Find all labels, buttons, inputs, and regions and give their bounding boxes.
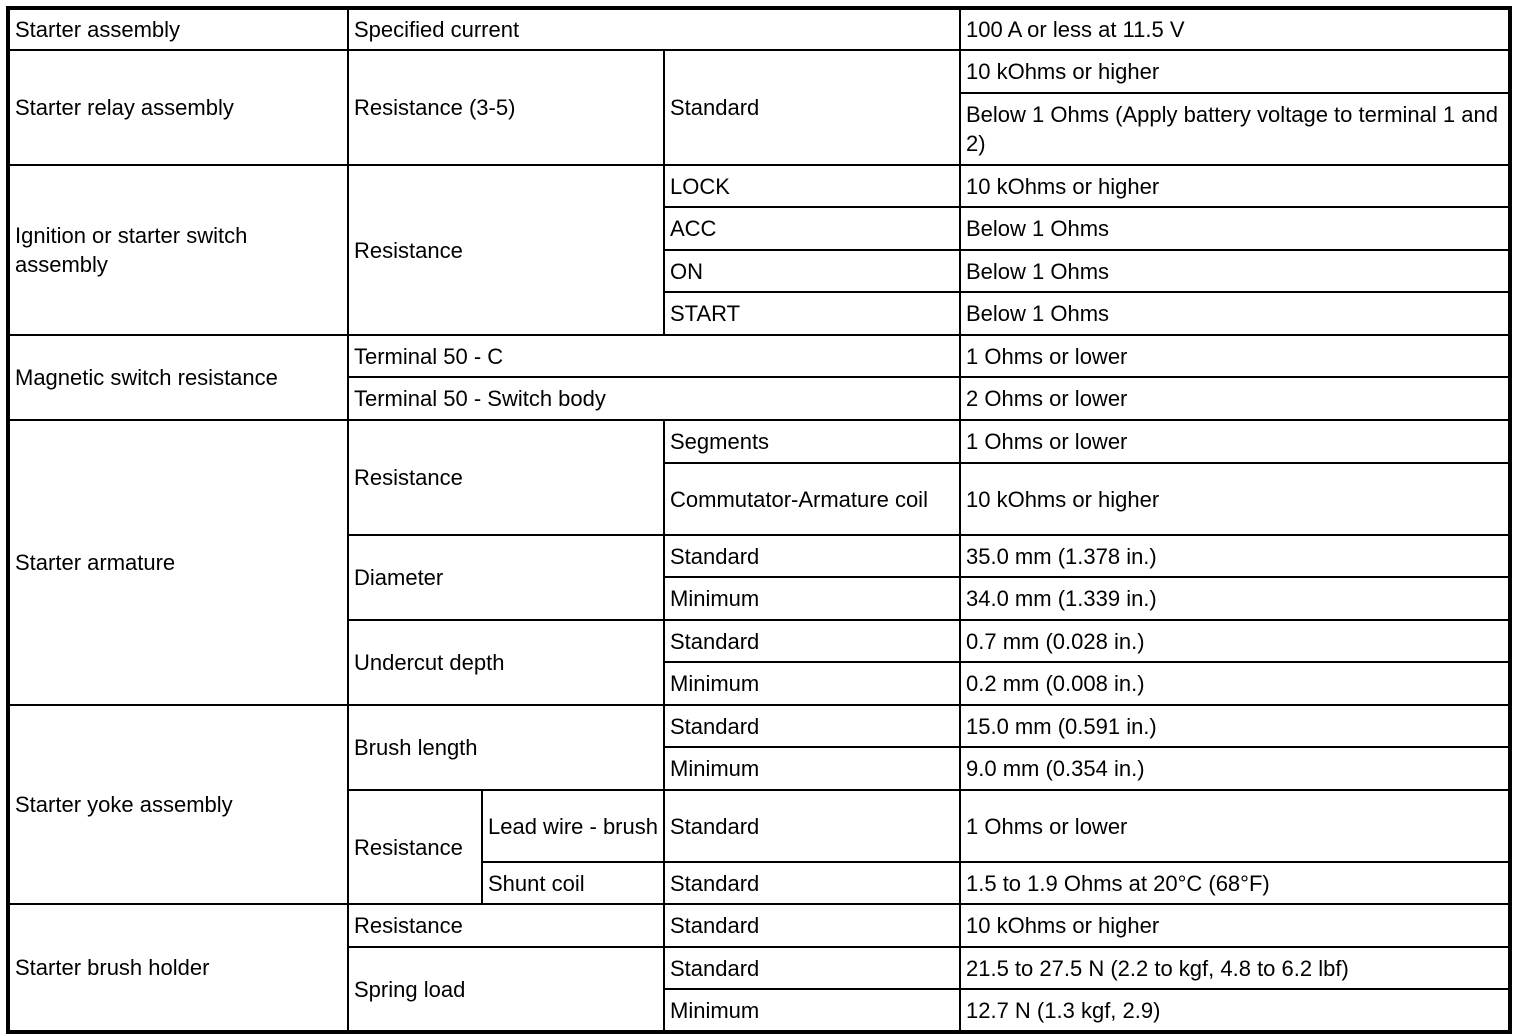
cond-acc: ACC — [664, 207, 960, 250]
cond-spring-minimum: Minimum — [664, 989, 960, 1032]
cond-shunt-standard: Standard — [664, 862, 960, 904]
sub-shunt-coil: Shunt coil — [482, 862, 664, 904]
cond-holder-resistance-standard: Standard — [664, 904, 960, 947]
value-spring-standard: 21.5 to 27.5 N (2.2 to kgf, 4.8 to 6.2 lbf) — [960, 947, 1510, 989]
cond-diameter-standard: Standard — [664, 535, 960, 577]
param-undercut-depth: Undercut depth — [348, 620, 664, 705]
value-relay-1: 10 kOhms or higher — [960, 50, 1510, 93]
param-relay-resistance: Resistance (3-5) — [348, 50, 664, 165]
value-lead-wire: 1 Ohms or lower — [960, 790, 1510, 862]
value-brush-minimum: 9.0 mm (0.354 in.) — [960, 747, 1510, 790]
cond-on: ON — [664, 250, 960, 292]
cond-relay-standard: Standard — [664, 50, 960, 165]
specification-table — [6, 6, 1512, 1034]
param-terminal-50-body: Terminal 50 - Switch body — [348, 377, 960, 420]
value-diameter-minimum: 34.0 mm (1.339 in.) — [960, 577, 1510, 620]
value-brush-standard: 15.0 mm (0.591 in.) — [960, 705, 1510, 747]
value-holder-resistance: 10 kOhms or higher — [960, 904, 1510, 947]
cond-undercut-minimum: Minimum — [664, 662, 960, 705]
param-spring-load: Spring load — [348, 947, 664, 1032]
value-terminal-50-body: 2 Ohms or lower — [960, 377, 1510, 420]
param-ignition-resistance: Resistance — [348, 165, 664, 335]
value-commutator-coil: 10 kOhms or higher — [960, 463, 1510, 535]
item-starter-yoke: Starter yoke assembly — [8, 705, 348, 904]
value-on: Below 1 Ohms — [960, 250, 1510, 292]
cond-start: START — [664, 292, 960, 335]
item-starter-relay: Starter relay assembly — [8, 50, 348, 165]
param-brush-length: Brush length — [348, 705, 664, 790]
item-starter-armature: Starter armature — [8, 420, 348, 705]
item-starter-brush-holder: Starter brush holder — [8, 904, 348, 1032]
cond-spring-standard: Standard — [664, 947, 960, 989]
item-magnetic-switch: Magnetic switch resistance — [8, 335, 348, 420]
sub-lead-wire-brush: Lead wire - brush — [482, 790, 664, 862]
value-terminal-50-c: 1 Ohms or lower — [960, 335, 1510, 377]
cond-diameter-minimum: Minimum — [664, 577, 960, 620]
value-undercut-minimum: 0.2 mm (0.008 in.) — [960, 662, 1510, 705]
value-lock: 10 kOhms or higher — [960, 165, 1510, 207]
cond-undercut-standard: Standard — [664, 620, 960, 662]
param-armature-resistance: Resistance — [348, 420, 664, 535]
item-starter-assembly: Starter assembly — [8, 8, 348, 50]
value-spring-minimum: 12.7 N (1.3 kgf, 2.9) — [960, 989, 1510, 1032]
value-start: Below 1 Ohms — [960, 292, 1510, 335]
param-terminal-50-c: Terminal 50 - C — [348, 335, 960, 377]
value-diameter-standard: 35.0 mm (1.378 in.) — [960, 535, 1510, 577]
param-specified-current: Specified current — [348, 8, 960, 50]
value-specified-current: 100 A or less at 11.5 V — [960, 8, 1510, 50]
param-yoke-resistance: Resistance — [348, 790, 482, 904]
cond-brush-standard: Standard — [664, 705, 960, 747]
value-undercut-standard: 0.7 mm (0.028 in.) — [960, 620, 1510, 662]
param-diameter: Diameter — [348, 535, 664, 620]
cond-brush-minimum: Minimum — [664, 747, 960, 790]
value-relay-2: Below 1 Ohms (Apply battery voltage to terminal 1 and 2) — [960, 93, 1510, 165]
value-segments: 1 Ohms or lower — [960, 420, 1510, 463]
param-holder-resistance: Resistance — [348, 904, 664, 947]
value-shunt-coil: 1.5 to 1.9 Ohms at 20°C (68°F) — [960, 862, 1510, 904]
cond-lock: LOCK — [664, 165, 960, 207]
item-ignition-switch: Ignition or starter switch assembly — [8, 165, 348, 335]
cond-commutator-coil: Commutator-Armature coil — [664, 463, 960, 535]
cond-segments: Segments — [664, 420, 960, 463]
value-acc: Below 1 Ohms — [960, 207, 1510, 250]
cond-lead-wire-standard: Standard — [664, 790, 960, 862]
